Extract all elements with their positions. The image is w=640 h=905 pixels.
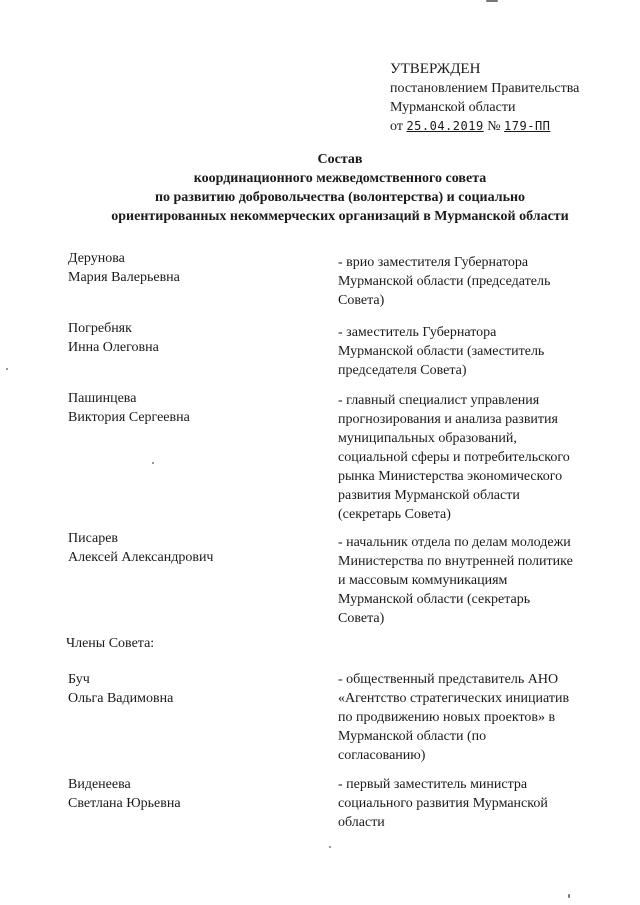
date-prefix: от <box>390 119 403 134</box>
role-line: - заместитель Губернатора <box>338 325 497 340</box>
member-role <box>338 670 628 765</box>
member-surname: Дерунова <box>68 251 125 266</box>
scan-mark <box>568 894 570 898</box>
member-given-name: Алексей Александрович <box>68 550 214 565</box>
number-prefix: № <box>487 119 501 134</box>
role-line: - начальник отдела по делам молодежи <box>338 535 571 550</box>
role-line: области <box>338 815 385 830</box>
role-line: развития Мурманской области <box>338 488 520 503</box>
member-given-name: Светлана Юрьевна <box>68 796 181 811</box>
role-line: согласованию) <box>338 748 426 763</box>
role-line: председателя Совета) <box>338 363 467 378</box>
role-line: - главный специалист управления <box>338 393 540 408</box>
member-role <box>338 253 628 310</box>
members-section-label: Члены Совета: <box>66 636 155 651</box>
approval-number: 179-ПП <box>504 119 551 133</box>
member-role <box>338 391 628 524</box>
approval-line-2: Мурманской области <box>390 100 516 115</box>
role-line: социального развития Мурманской <box>338 796 548 811</box>
member-name <box>68 319 159 357</box>
role-line: Министерства по внутренней политике <box>338 554 573 569</box>
member-role <box>338 533 628 628</box>
role-line: - общественный представитель АНО <box>338 672 559 687</box>
member-surname: Пашинцева <box>68 391 137 406</box>
approval-title: УТВЕРЖДЕН <box>390 61 481 77</box>
role-line: «Агентство стратегических инициатив <box>338 691 570 706</box>
role-line: и массовым коммуникациям <box>338 573 508 588</box>
member-given-name: Ольга Вадимовна <box>68 691 174 706</box>
member-surname: Виденеева <box>68 777 131 792</box>
member-given-name: Инна Олеговна <box>68 340 159 355</box>
role-line: по продвижению новых проектов» в <box>338 710 556 725</box>
member-name <box>68 249 180 287</box>
approval-date: 25.04.2019 <box>406 119 484 133</box>
approval-stamp <box>390 60 630 136</box>
role-line: муниципальных образований, <box>338 431 517 446</box>
scan-mark <box>152 462 154 464</box>
role-line: социальной сферы и потребительского <box>338 450 570 465</box>
member-name <box>68 775 181 813</box>
role-line: Мурманской области (по <box>338 729 487 744</box>
member-surname: Буч <box>68 672 90 687</box>
role-line: рынка Министерства экономического <box>338 469 563 484</box>
role-line: Мурманской области (председатель <box>338 274 551 289</box>
approval-date-line <box>390 117 630 136</box>
member-given-name: Виктория Сергеевна <box>68 410 190 425</box>
role-line: - первый заместитель министра <box>338 777 528 792</box>
heading-line-1: Состав <box>317 152 363 167</box>
role-line: Мурманской области (заместитель <box>338 344 545 359</box>
member-surname: Погребняк <box>68 321 132 336</box>
approval-line-1: постановлением Правительства <box>390 81 580 96</box>
member-role <box>338 775 628 832</box>
role-line: Мурманской области (секретарь <box>338 592 531 607</box>
role-line: - врио заместителя Губернатора <box>338 255 529 270</box>
document-heading <box>40 150 640 226</box>
member-given-name: Мария Валерьевна <box>68 270 180 285</box>
scan-mark <box>486 0 498 2</box>
member-name <box>68 389 190 427</box>
role-line: Совета) <box>338 611 385 626</box>
member-name <box>68 529 213 567</box>
role-line: (секретарь Совета) <box>338 507 451 522</box>
heading-line-2: координационного межведомственного совета <box>193 171 487 186</box>
member-surname: Писарев <box>68 531 119 546</box>
role-line: прогнозирования и анализа развития <box>338 412 558 427</box>
scan-mark <box>6 368 8 370</box>
member-name <box>68 670 173 708</box>
heading-line-3: по развитию добровольчества (волонтерства) и социально <box>154 190 526 205</box>
heading-line-4: ориентированных некоммерческих организаций в Мурманской области <box>111 209 569 224</box>
member-role <box>338 323 628 380</box>
scan-mark <box>329 846 331 848</box>
role-line: Совета) <box>338 293 385 308</box>
